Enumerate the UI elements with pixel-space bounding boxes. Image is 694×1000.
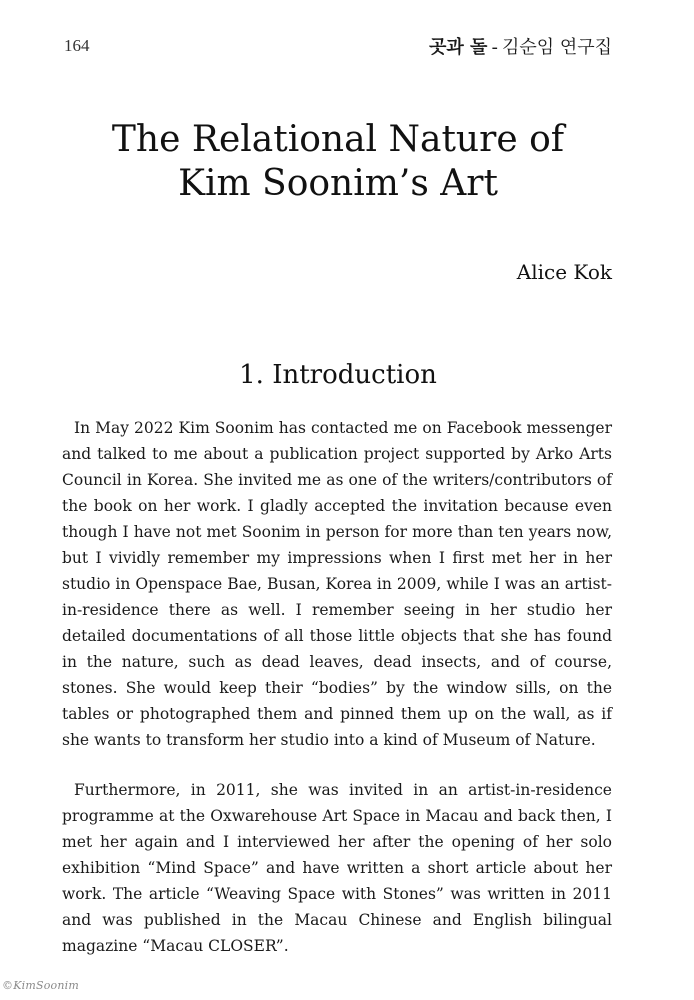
running-head-separator: -: [491, 37, 498, 58]
page-number: 164: [64, 36, 90, 55]
paragraph-1: In May 2022 Kim Soonim has contacted me on Facebook messenger and talked to me about a publication project supported by Arko Arts Council in Korea. She invited me as one of the writers/contributors of the book on her work. I gladly accepted the invitation because even though I have not met Soonim in person for more than ten years now, but I vividly remember my impressions when I first met her in her studio in Openspace Bae, Busan, Korea in 2009, while I was an artist-in-residence there as well. I remember seeing in her studio her detailed documentations of all those little objects that she has found in the nature, such as dead leaves, dead insects, and of course, stones. She would keep their “bodies” by the window sills, on the tables or photographed them and pinned them up on the wall, as if she wants to transform her studio into a kind of Museum of Nature.: [62, 419, 612, 749]
body-text: [62, 415, 612, 983]
author-name: Alice Kok: [516, 260, 612, 284]
article-title-line-2: Kim Soonim’s Art: [178, 163, 498, 204]
watermark: ©KimSoonim: [2, 979, 79, 992]
paragraph-2: Furthermore, in 2011, she was invited in an artist-in-residence programme at the Oxwarehouse Art Space in Macau and back then, I met her again and I interviewed her after the opening of her solo exhibition “Mind Space” and have written a short article about her work. The article “Weaving Space with Stones” was written in 2011 and was published in the Macau Chinese and English bilingual magazine “Macau CLOSER”.: [62, 781, 612, 955]
article-title: [0, 118, 676, 206]
article-title-line-1: The Relational Nature of: [111, 119, 565, 160]
book-title: 곳과 돌: [429, 37, 488, 58]
book-subtitle: 김순임 연구집: [501, 37, 612, 58]
section-heading: 1. Introduction: [239, 360, 437, 390]
running-head: [429, 33, 612, 59]
